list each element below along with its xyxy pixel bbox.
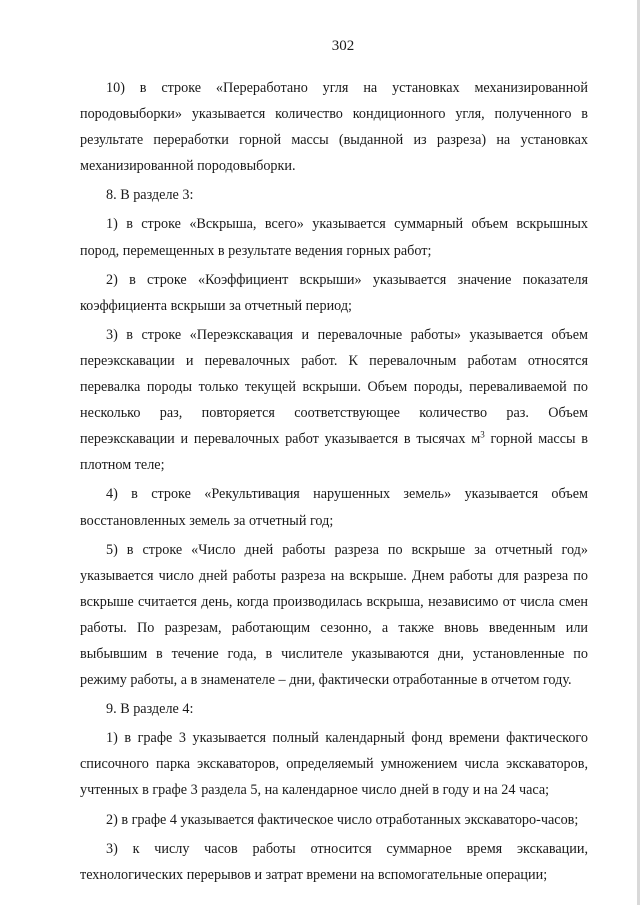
paragraph-item-2-stripping-ratio: 2) в строке «Коэффициент вскрыши» указывается значение показателя коэффициента вскрыши за отчетный период; — [80, 271, 588, 314]
cubic-superscript: 3 — [480, 429, 485, 440]
paragraph-s9-item-1: 1) в графе 3 указывается полный календарный фонд времени фактического списочного парка экскаваторов, определяемый умножением числа экскаваторов, учтенных в графе 3 раздела 5, на календарное число дней в году и на 24 часа; — [80, 730, 588, 799]
paragraph-item-3-tail: горной массы в плотном теле; — [80, 431, 589, 474]
paragraph-item-3-text: 3) в строке «Переэкскавация и перевалочные работы» указывается объем переэкскавации и перевалочных работ. К перевалочным работам относятся перевалка породы только текущей вскрыши. Объем породы, переваливаемой по несколько раз, повторяется соответствующее количество раз. Объем переэкскавации и перевалочных работ указывается в тысячах м — [80, 326, 588, 448]
paragraph-item-4-reclamation: 4) в строке «Рекультивация нарушенных земель» указывается объем восстановленных земель за отчетный год; — [80, 486, 588, 529]
page-number: 302 — [331, 38, 355, 54]
paragraph-item-1-overburden: 1) в строке «Вскрыша, всего» указывается суммарный объем вскрышных пород, перемещенных в результате ведения горных работ; — [80, 216, 588, 259]
section-9-heading: 9. В разделе 4: — [106, 701, 194, 718]
paragraph-s9-item-2: 2) в графе 4 указывается фактическое число отработанных экскаваторо-часов; — [106, 811, 579, 828]
paragraph-item-3-re-excavation — [80, 322, 588, 479]
section-8-heading: 8. В разделе 3: — [106, 187, 194, 204]
paragraph-s9-item-3: 3) к числу часов работы относится суммарное время экскавации, технологических перерывов и затрат времени на вспомогательные операции; — [80, 840, 588, 883]
paragraph-item-10: 10) в строке «Переработано угля на установках механизированной породовыборки» указывается количество кондиционного угля, полученного в результате переработки горной массы (выданной из разреза) на установках механизированной породовыборки. — [80, 80, 588, 175]
paragraph-item-5-working-days: 5) в строке «Число дней работы разреза по вскрыше за отчетный год» указывается число дней работы разреза на вскрыше. Днем работы для разреза по вскрыше считается день, когда производилась вскрыша, независимо от числа смен работы. По разрезам, работающим сезонно, а также вновь введенным или выбывшим в течение года, в числителе указываются дни, установленные по режиму работы, а в знаменателе – дни, фактически отработанные в отчетом году. — [80, 541, 588, 689]
